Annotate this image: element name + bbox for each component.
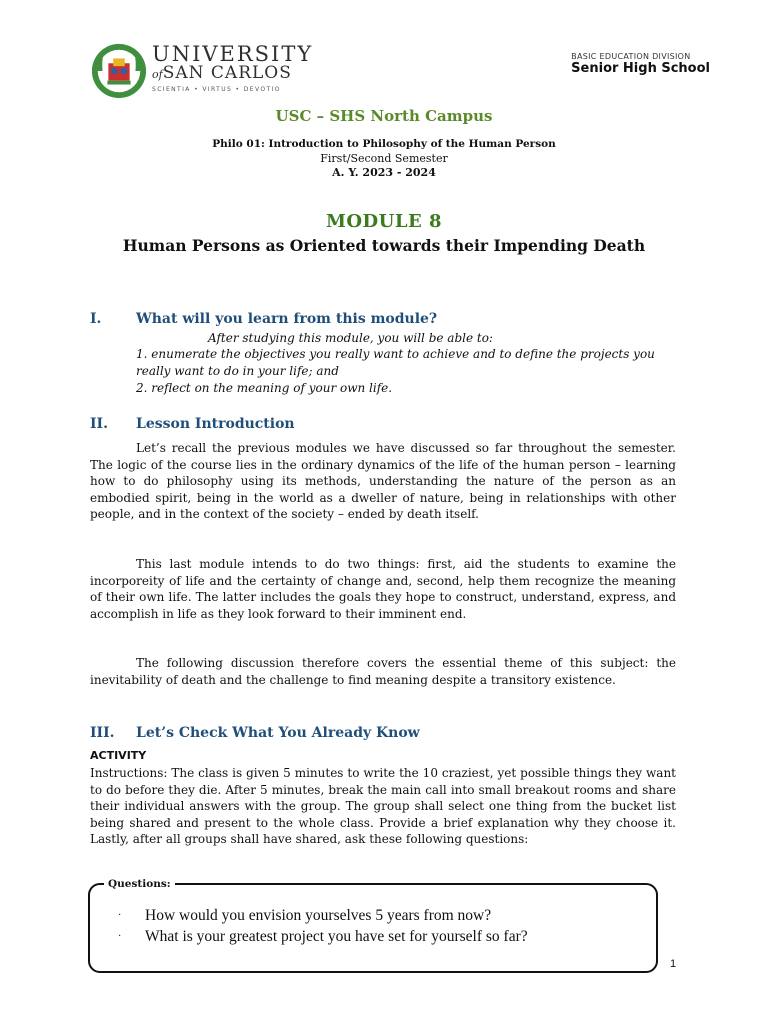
division-label — [571, 52, 710, 77]
activity-instructions: Instructions: The class is given 5 minutes to write the 10 craziest, yet possible things they want to do before they die. After 5 minutes, break the main call into small breakout rooms and share their individual answers with the group. The group shall select one thing from the bucket list being shared and present to the whole class. Provide a brief explanation why they choose it. Lastly, after all groups shall have shared, ask these following questions: — [90, 766, 676, 847]
page-header — [0, 0, 768, 100]
question-text: What is your greatest project you have set for yourself so far? — [145, 928, 528, 945]
intro-paragraph — [90, 655, 676, 688]
course-title: Philo 01: Introduction to Philosophy of the Human Person — [212, 138, 556, 150]
university-name-of: of — [152, 68, 163, 81]
page-number: 1 — [670, 958, 677, 970]
objective-item: 2. reflect on the meaning of your own life. — [136, 381, 393, 395]
campus-title: USC – SHS North Campus — [275, 107, 493, 125]
university-name-line2 — [152, 64, 313, 84]
section-title: What will you learn from this module? — [136, 311, 438, 327]
bullet-icon: · — [118, 910, 122, 921]
section-heading-check — [90, 725, 420, 741]
university-wordmark — [152, 44, 313, 93]
paragraph-text: The following discussion therefore covers the essential theme of this subject: the inevitability of death and the challenge to find meaning despite a transitory existence. — [90, 656, 676, 687]
section-heading-learn — [90, 311, 437, 327]
university-name-line1: UNIVERSITY — [152, 42, 314, 66]
question-item — [118, 907, 638, 924]
semester-label: First/Second Semester — [320, 152, 448, 165]
section-number: III. — [90, 725, 115, 741]
question-item — [118, 928, 638, 945]
section-number: II. — [90, 416, 108, 432]
section-title: Lesson Introduction — [136, 416, 295, 432]
section-heading-intro — [90, 416, 295, 432]
module-number: MODULE 8 — [325, 211, 443, 232]
bullet-icon: · — [118, 931, 122, 942]
school-level: Senior High School — [571, 61, 710, 76]
objectives-intro: After studying this module, you will be able to: — [208, 331, 493, 345]
university-seal-logo — [90, 42, 148, 100]
academic-year: A. Y. 2023 - 2024 — [332, 166, 436, 179]
module-title: Human Persons as Oriented towards their Impending Death — [122, 236, 646, 255]
activity-label: ACTIVITY — [90, 749, 147, 762]
university-name-sancarlos: SAN CARLOS — [162, 63, 292, 83]
objective-item: 1. enumerate the objectives you really want to achieve and to define the projects you really want to do in your life; and — [136, 347, 655, 378]
paragraph-text: This last module intends to do two things: first, aid the students to examine the incorporeity of life and the certainty of change and, second, help them recognize the meaning of their own life. The latter includes the goals they hope to construct, understand, express, and accomplish in life as they look forward to their imminent end. — [90, 557, 676, 621]
paragraph-text: Let’s recall the previous modules we have discussed so far throughout the semester. The logic of the course lies in the ordinary dynamics of the life of the human person – learning how to do philosophy using its methods, understanding the nature of the person as an embodied spirit, being in the world as a dweller of nature, being in relationships with other people, and in the context of the society – ended by death itself. — [90, 441, 676, 522]
university-motto: SCIENTIA • VIRTUS • DEVOTIO — [152, 86, 281, 93]
section-number: I. — [90, 311, 102, 327]
section-title: Let’s Check What You Already Know — [136, 725, 420, 741]
questions-label: Questions: — [104, 878, 175, 890]
question-text: How would you envision yourselves 5 years from now? — [145, 907, 492, 924]
division-name: BASIC EDUCATION DIVISION — [571, 52, 691, 61]
intro-paragraph — [90, 556, 676, 622]
intro-paragraph — [90, 440, 676, 523]
